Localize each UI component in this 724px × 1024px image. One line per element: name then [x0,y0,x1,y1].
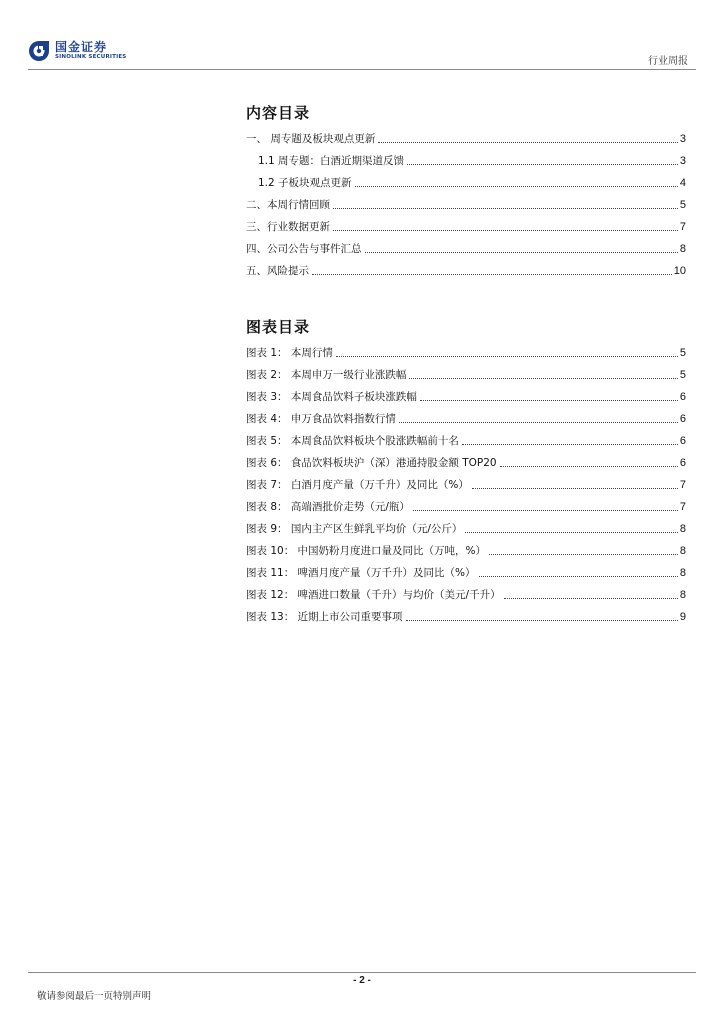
figure-entry-page: 6 [679,391,686,403]
figure-entry-page: 9 [679,611,686,623]
figure-entry[interactable] [246,386,686,404]
figure-entry-label: 图表 9： 国内主产区生鲜乳平均价（元/公斤） [246,523,463,535]
toc-entry-page: 4 [679,177,686,189]
toc-entry-label: 四、公司公告与事件汇总 [246,243,362,255]
figure-entry-page: 8 [679,523,686,535]
figure-entry[interactable] [246,496,686,514]
figure-entry-page: 7 [679,479,686,491]
dot-leader [489,553,678,555]
toc-entry[interactable] [246,238,686,256]
toc-entry-label: 五、风险提示 [246,265,309,277]
figure-entry[interactable] [246,518,686,536]
figure-entry[interactable] [246,364,686,382]
toc-entry-label: 1.2 子板块观点更新 [258,177,352,189]
contents-title: 内容目录 [246,104,311,122]
dot-leader [312,273,672,275]
toc-entry[interactable] [246,260,686,278]
dot-leader [355,185,678,187]
figure-entry-label: 图表 3： 本周食品饮料子板块涨跌幅 [246,391,417,403]
figures-title: 图表目录 [246,318,311,336]
figure-entry-page: 8 [679,567,686,579]
figure-entry[interactable] [246,474,686,492]
dot-leader [465,531,677,533]
dot-leader [333,207,678,209]
figure-entry-page: 5 [679,347,686,359]
figure-entry-label: 图表 10： 中国奶粉月度进口量及同比（万吨，%） [246,545,487,557]
toc-entry-label: 一、 周专题及板块观点更新 [246,133,376,145]
figure-entry-label: 图表 7： 白酒月度产量（万千升）及同比（%） [246,479,469,491]
dot-leader [365,251,678,253]
figure-entry-page: 8 [679,589,686,601]
dot-leader [504,597,678,599]
dot-leader [409,377,678,379]
logo-chinese-name: 国金证券 [55,40,108,55]
figure-entry-label: 图表 11： 啤酒月度产量（万千升）及同比（%） [246,567,476,579]
toc-entry[interactable] [246,216,686,234]
figure-entry-page: 8 [679,545,686,557]
toc-entry-page: 7 [679,221,686,233]
figure-entry-page: 7 [679,501,686,513]
toc-entry-label: 二、本周行情回顾 [246,199,330,211]
dot-leader [472,487,678,489]
toc-entry-page: 10 [673,265,686,277]
figure-entry[interactable] [246,408,686,426]
report-type-label: 行业周报 [648,56,688,67]
toc-entry-page: 3 [679,133,686,145]
dot-leader [500,465,678,467]
figure-entry[interactable] [246,342,686,360]
toc-entry[interactable] [246,128,686,146]
dot-leader [420,399,678,401]
dot-leader [406,619,678,621]
figure-entry-label: 图表 2： 本周申万一级行业涨跌幅 [246,369,407,381]
figure-entry[interactable] [246,452,686,470]
footer-disclaimer: 敬请参阅最后一页特别声明 [37,991,152,1002]
figure-entry-page: 6 [679,457,686,469]
dot-leader [336,355,678,357]
figure-entry-label: 图表 6： 食品饮料板块沪（深）港通持股金额 TOP20 [246,457,497,469]
figure-entry-label: 图表 13： 近期上市公司重要事项 [246,611,403,623]
logo-english-name: SINOLINK SECURITIES [55,54,127,61]
figure-entry-label: 图表 4： 申万食品饮料指数行情 [246,413,396,425]
figure-entry[interactable] [246,540,686,558]
figure-entry[interactable] [246,606,686,624]
dot-leader [413,509,678,511]
figure-entry[interactable] [246,430,686,448]
dot-leader [333,229,678,231]
company-logo [28,40,126,62]
figure-entry-label: 图表 5： 本周食品饮料板块个股涨跌幅前十名 [246,435,459,447]
figure-entry[interactable] [246,584,686,602]
figure-entry-page: 5 [679,369,686,381]
figure-entry-label: 图表 12： 啤酒进口数量（千升）与均价（美元/千升） [246,589,501,601]
page-number: - 2 - [353,975,371,986]
toc-entry-page: 3 [679,155,686,167]
toc-entry[interactable] [258,150,686,168]
sinolink-logo-icon [28,40,50,62]
dot-leader [479,575,678,577]
figure-entry-page: 6 [679,435,686,447]
dot-leader [399,421,678,423]
toc-entry[interactable] [246,194,686,212]
toc-entry-label: 1.1 周专题：白酒近期渠道反馈 [258,155,405,167]
figure-entry-page: 6 [679,413,686,425]
toc-entry[interactable] [258,172,686,190]
dot-leader [462,443,678,445]
figure-entry-label: 图表 8： 高端酒批价走势（元/瓶） [246,501,410,513]
footer-divider [28,972,696,973]
page-header [28,40,696,68]
header-divider [28,69,696,70]
figure-entry[interactable] [246,562,686,580]
figure-entry-label: 图表 1： 本周行情 [246,347,333,359]
toc-entry-label: 三、行业数据更新 [246,221,330,233]
dot-leader [407,163,678,165]
toc-entry-page: 5 [679,199,686,211]
dot-leader [378,141,678,143]
toc-entry-page: 8 [679,243,686,255]
